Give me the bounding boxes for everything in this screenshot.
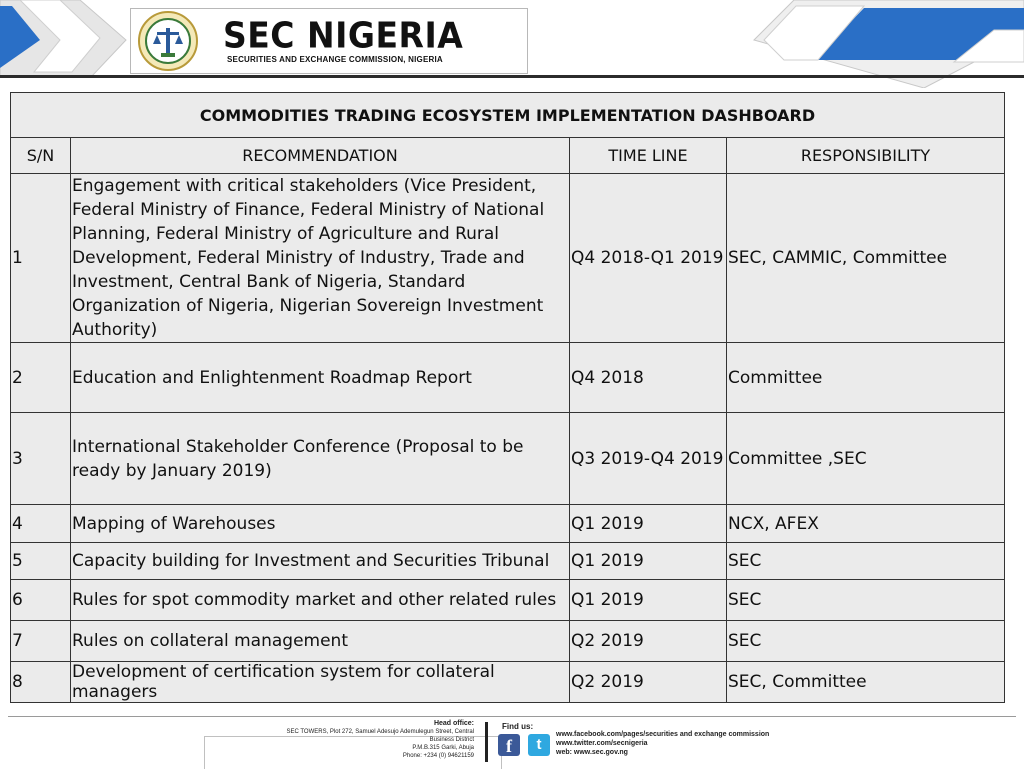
decorative-arrow-left (0, 0, 140, 78)
row-responsibility: Committee ,SEC (727, 413, 1005, 505)
social-links (556, 730, 769, 757)
head-office (230, 720, 474, 760)
find-us-label: Find us: (502, 722, 534, 731)
col-header-responsibility: RESPONSIBILITY (727, 138, 1005, 174)
row-time-line: Q2 2019 (570, 662, 727, 703)
row-time-line: Q1 2019 (570, 543, 727, 580)
twitter-icon[interactable]: t (528, 734, 550, 756)
table-row (11, 662, 1005, 703)
row-sn: 6 (11, 580, 71, 621)
row-sn: 4 (11, 505, 71, 543)
row-responsibility: SEC (727, 621, 1005, 662)
row-sn: 8 (11, 662, 71, 703)
row-sn: 3 (11, 413, 71, 505)
row-responsibility: Committee (727, 343, 1005, 413)
table-row (11, 505, 1005, 543)
row-recommendation: International Stakeholder Conference (Proposal to be ready by January 2019) (71, 413, 570, 505)
footer (0, 718, 1024, 768)
row-sn: 7 (11, 621, 71, 662)
row-time-line: Q1 2019 (570, 580, 727, 621)
row-recommendation: Rules for spot commodity market and other related rules (71, 580, 570, 621)
header-divider (0, 75, 1024, 78)
header (0, 0, 1024, 88)
header-row (11, 138, 1005, 174)
col-header-time-line: TIME LINE (570, 138, 727, 174)
footer-separator (485, 722, 488, 762)
table-row (11, 174, 1005, 343)
table-row (11, 543, 1005, 580)
row-responsibility: SEC (727, 543, 1005, 580)
row-recommendation: Development of certification system for collateral managers (71, 662, 570, 703)
table-row (11, 413, 1005, 505)
row-time-line: Q4 2018-Q1 2019 (570, 174, 727, 343)
row-sn: 5 (11, 543, 71, 580)
col-header-sn: S/N (11, 138, 71, 174)
facebook-icon[interactable]: f (498, 734, 520, 756)
dashboard-table (10, 92, 1005, 703)
row-responsibility: SEC, Committee (727, 662, 1005, 703)
web-link[interactable]: web: www.sec.gov.ng (556, 749, 628, 756)
address-line: SEC TOWERS, Plot 272, Samuel Adesujo Ademulegun Street, Central (286, 729, 474, 735)
row-sn: 2 (11, 343, 71, 413)
row-recommendation: Engagement with critical stakeholders (Vice President, Federal Ministry of Finance, Federal Ministry of National Planning, Federal Ministry of Agriculture and Rural Development, Federal Ministry of Industry, Trade and Investment, Central Bank of Nigeria, Standard Organization of Nigeria, Nigerian Sovereign Investment Authority) (71, 174, 570, 343)
address-line: Business District (429, 737, 474, 743)
table-row (11, 580, 1005, 621)
row-recommendation: Education and Enlightenment Roadmap Report (71, 343, 570, 413)
row-responsibility: NCX, AFEX (727, 505, 1005, 543)
phone-line: Phone: +234 (0) 94621159 (402, 753, 474, 759)
row-recommendation: Mapping of Warehouses (71, 505, 570, 543)
row-time-line: Q3 2019-Q4 2019 (570, 413, 727, 505)
row-responsibility: SEC, CAMMIC, Committee (727, 174, 1005, 343)
table-row (11, 621, 1005, 662)
head-office-label: Head office: (433, 720, 474, 727)
facebook-link[interactable]: www.facebook.com/pages/securities and exchange commission (556, 731, 770, 738)
row-time-line: Q4 2018 (570, 343, 727, 413)
dashboard-title: COMMODITIES TRADING ECOSYSTEM IMPLEMENTATION DASHBOARD (11, 93, 1005, 138)
table-row (11, 343, 1005, 413)
row-recommendation: Rules on collateral management (71, 621, 570, 662)
footer-divider (8, 716, 1016, 717)
col-header-recommendation: RECOMMENDATION (71, 138, 570, 174)
sec-seal-icon (137, 10, 199, 72)
row-time-line: Q1 2019 (570, 505, 727, 543)
twitter-link[interactable]: www.twitter.com/secnigeria (556, 740, 648, 747)
address-line: P.M.B.315 Garki, Abuja (412, 745, 474, 751)
row-sn: 1 (11, 174, 71, 343)
brand-subtitle: SECURITIES AND EXCHANGE COMMISSION, NIGERIA (227, 55, 443, 64)
logo-box (130, 8, 528, 74)
row-responsibility: SEC (727, 580, 1005, 621)
row-recommendation: Capacity building for Investment and Securities Tribunal (71, 543, 570, 580)
row-time-line: Q2 2019 (570, 621, 727, 662)
brand-name: SEC NIGERIA (223, 13, 464, 57)
